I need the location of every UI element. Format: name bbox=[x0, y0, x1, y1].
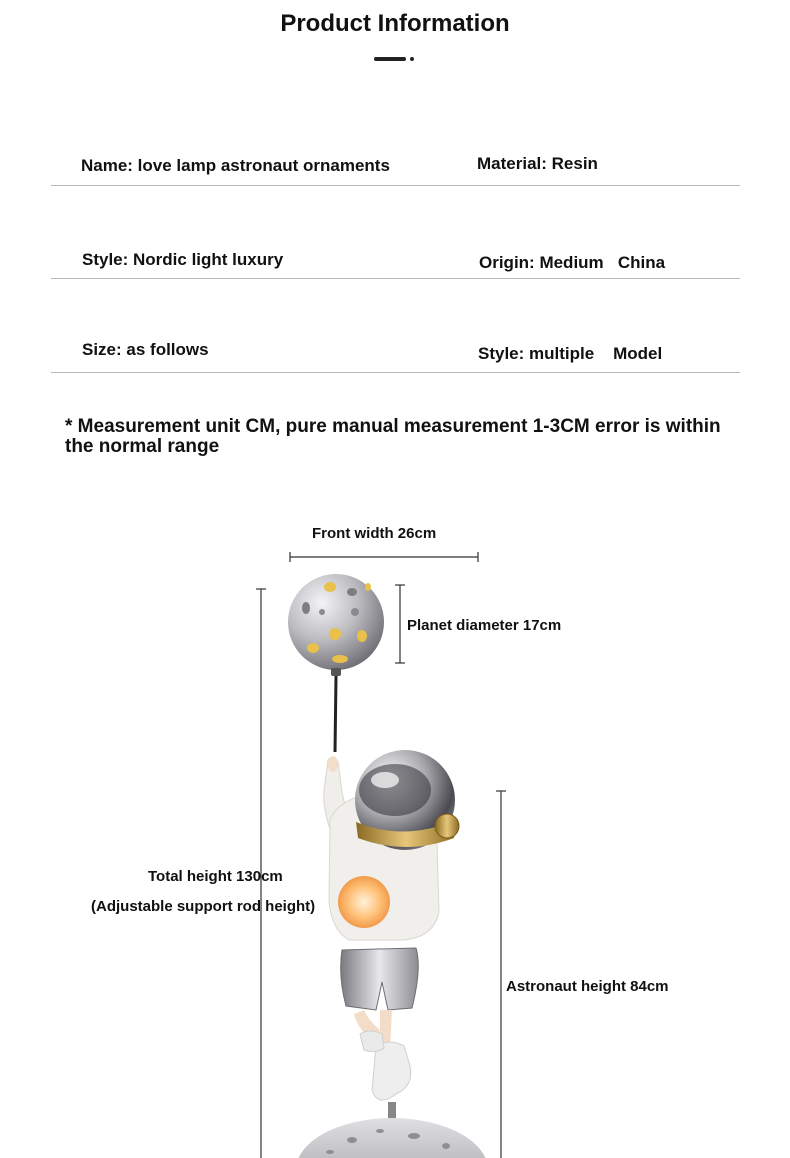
spec-style: Style: Nordic light luxury bbox=[82, 250, 284, 269]
front-width-dimension bbox=[290, 552, 478, 562]
astronaut-figure bbox=[324, 750, 459, 1120]
astronaut-height-label: Astronaut height 84cm bbox=[506, 978, 669, 995]
spec-origin: Origin: Medium China bbox=[479, 253, 666, 272]
spec-material: Material: Resin bbox=[477, 154, 598, 173]
planet-diameter-dimension bbox=[395, 585, 405, 663]
front-width-label: Front width 26cm bbox=[312, 525, 437, 542]
spec-size: Size: as follows bbox=[82, 340, 209, 359]
rod-height-note: (Adjustable support rod height) bbox=[91, 898, 316, 915]
spec-model: Style: multiple Model bbox=[478, 344, 663, 363]
planet-balloon bbox=[288, 574, 384, 676]
astronaut-height-dimension bbox=[496, 791, 506, 1158]
page-title: Product Information bbox=[280, 10, 510, 37]
total-height-label: Total height 130cm bbox=[148, 868, 283, 885]
spec-name: Name: love lamp astronaut ornaments bbox=[81, 156, 390, 175]
planet-diameter-label: Planet diameter 17cm bbox=[407, 617, 562, 634]
base-planet bbox=[296, 1118, 488, 1158]
measurement-note: * Measurement unit CM, pure manual measurement 1-3CM error is within the normal range bbox=[65, 416, 721, 457]
balloon-rod bbox=[335, 676, 336, 752]
